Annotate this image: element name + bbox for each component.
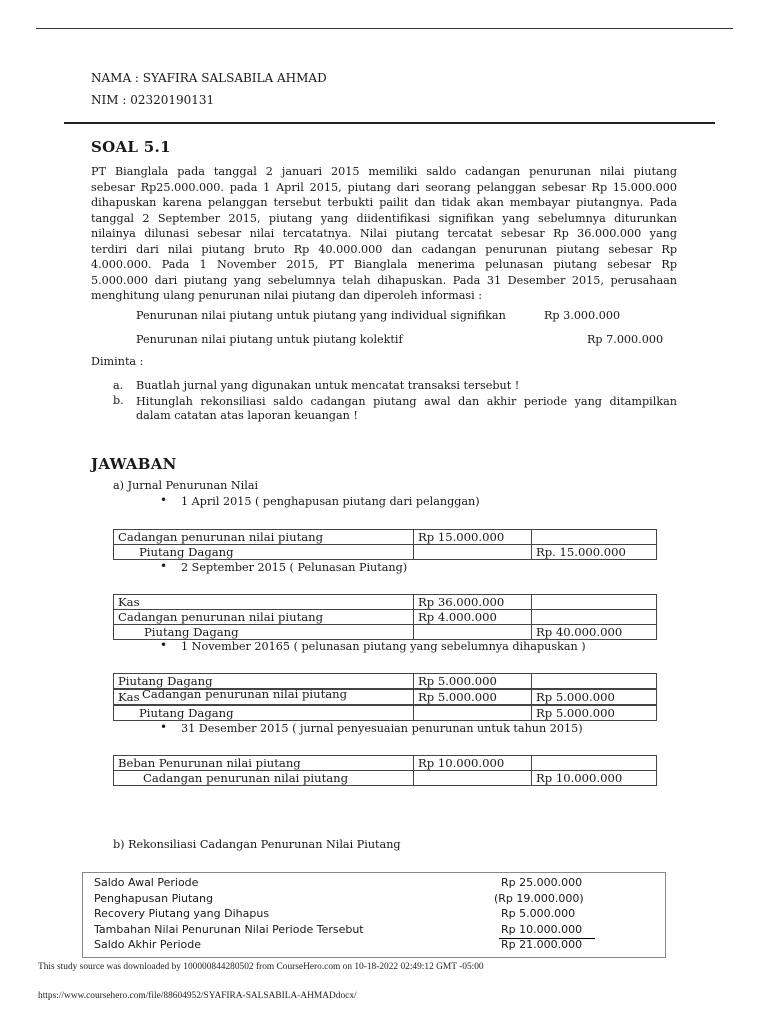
student-name: NAMA : SYAFIRA SALSABILA AHMAD (91, 71, 327, 85)
debit-cell: Rp 15.000.000 (414, 530, 532, 545)
credit-cell: Rp. 15.000.000 (532, 545, 657, 560)
task-text-cont: dalam catatan atas laporan keuangan ! (136, 409, 358, 422)
account-cell: Piutang Dagang (114, 625, 414, 640)
soal-title: SOAL 5.1 (91, 138, 171, 156)
recon-value: (Rp 19.000.000) (494, 891, 584, 905)
account-cell: Cadangan penurunan nilai piutang (114, 530, 414, 545)
bullet-icon: • (160, 559, 168, 573)
recon-label: Tambahan Nilai Penurunan Nilai Periode Tersebut (94, 922, 364, 936)
table-row (114, 625, 657, 640)
task-marker: b. (113, 394, 124, 407)
table-row (114, 610, 657, 625)
account-cell: Cadangan penurunan nilai piutang (114, 610, 414, 625)
paragraph-line: terdiri dari nilai piutang bruto Rp 40.000.000 dan cadangan penurunan piutang sebesar Rp (91, 242, 677, 256)
credit-cell (532, 674, 657, 690)
task-text: Buatlah jurnal yang digunakan untuk mencatat transaksi tersebut ! (136, 379, 520, 392)
info-label: Penurunan nilai piutang untuk piutang kolektif (136, 333, 403, 346)
entry-heading: 1 November 20165 ( pelunasan piutang yang sebelumnya dihapuskan ) (181, 640, 586, 653)
top-divider (36, 28, 733, 29)
paragraph-line: sebesar Rp25.000.000. pada 1 April 2015, piutang dari seorang pelanggan sebesar Rp 15.000.000 (91, 180, 677, 194)
soal-paragraph (91, 164, 677, 304)
account-cell: Piutang Dagang (114, 545, 414, 560)
credit-cell (532, 756, 657, 771)
table-row (114, 545, 657, 560)
entry-heading: 2 September 2015 ( Pelunasan Piutang) (181, 561, 408, 574)
credit-cell: Rp 10.000.000 (532, 771, 657, 786)
paragraph-line: 5.000.000 dari piutang yang sebelumnya telah dihapuskan. Pada 31 Desember 2015, perusahaan (91, 273, 677, 287)
journal-table (113, 755, 657, 786)
download-notice: This study source was downloaded by 100000844280502 from CourseHero.com on 10-18-2022 02:49:12 GMT -05:00 (38, 962, 484, 972)
overlap-text-kas: Kas (118, 690, 140, 704)
credit-cell (532, 610, 657, 625)
diminta-label: Diminta : (91, 355, 144, 368)
table-row (114, 756, 657, 771)
journal-table (113, 594, 657, 640)
table-row (114, 705, 657, 721)
paragraph-line: nilainya dilunasi sebesar nilai tercatatnya. Nilai piutang tercatat sebesar Rp 36.000.000 yang (91, 227, 677, 240)
info-value: Rp 3.000.000 (544, 309, 621, 322)
recon-value: Rp 5.000.000 (501, 907, 576, 920)
paragraph-line: dihapuskan karena pelanggan tersebut terbukti pailit dan tidak akan membayar piutangnya. Pada (91, 196, 677, 209)
account-cell: Beban Penurunan nilai piutang (114, 756, 414, 771)
debit-cell (414, 625, 532, 640)
credit-cell (532, 530, 657, 545)
bullet-icon: • (160, 493, 168, 507)
account-cell: Cadangan penurunan nilai piutang (114, 771, 414, 786)
debit-cell: Rp 10.000.000 (414, 756, 532, 771)
paragraph-line: menghitung ulang penurunan nilai piutang dan diperoleh informasi : (91, 289, 483, 302)
reconciliation-values (494, 875, 584, 953)
table-row (114, 530, 657, 545)
journal-table (113, 673, 657, 721)
recon-value: Rp 10.000.000 (501, 922, 583, 936)
debit-cell (414, 771, 532, 786)
recon-value: Rp 21.000.000 (501, 938, 583, 951)
credit-cell: Rp 5.000.000 (532, 689, 657, 705)
paragraph-line: tanggal 2 September 2015, piutang yang diidentifikasi signifikan yang sebelumnya diturunkan (91, 211, 677, 225)
credit-cell (532, 595, 657, 610)
source-url[interactable]: https://www.coursehero.com/file/88604952/SYAFIRA-SALSABILA-AHMADdocx/ (38, 991, 357, 1001)
paragraph-line: PT Bianglala pada tanggal 2 januari 2015 memiliki saldo cadangan penurunan nilai piutang (91, 165, 677, 178)
account-cell: Kas (114, 595, 414, 610)
credit-cell: Rp 5.000.000 (532, 705, 657, 721)
credit-cell: Rp 40.000.000 (532, 625, 657, 640)
recon-label: Penghapusan Piutang (94, 891, 213, 905)
journal-table (113, 529, 657, 560)
debit-cell (414, 705, 532, 721)
recon-label: Saldo Awal Periode (94, 876, 199, 889)
info-label: Penurunan nilai piutang untuk piutang yang individual signifikan (136, 309, 506, 322)
account-cell: Piutang Dagang (114, 705, 414, 721)
bullet-icon: • (160, 638, 168, 652)
entry-heading: 31 Desember 2015 ( jurnal penyesuaian penurunan untuk tahun 2015) (181, 722, 583, 735)
section-b-label: b) Rekonsiliasi Cadangan Penurunan Nilai Piutang (113, 838, 401, 851)
paragraph-line: 4.000.000. Pada 1 November 2015, PT Bianglala menerima pelunasan piutang sebesar Rp (91, 258, 677, 271)
info-value: Rp 7.000.000 (587, 333, 664, 346)
recon-label: Recovery Piutang yang Dihapus (94, 907, 270, 920)
student-nim: NIM : 02320190131 (91, 93, 215, 107)
debit-cell: Rp 4.000.000 (414, 610, 532, 625)
debit-cell: Rp 5.000.000 (414, 689, 532, 705)
header-divider (64, 122, 715, 124)
section-a-label: a) Jurnal Penurunan Nilai (113, 479, 259, 492)
reconciliation-list (94, 875, 364, 953)
debit-cell: Rp 36.000.000 (414, 595, 532, 610)
overlap-text-cadangan: Cadangan penurunan nilai piutang (142, 687, 348, 701)
debit-cell: Rp 5.000.000 (414, 674, 532, 690)
table-row (114, 689, 657, 705)
task-text: Hitunglah rekonsiliasi saldo cadangan piutang awal dan akhir periode yang ditampilkan (136, 395, 677, 408)
table-row (114, 771, 657, 786)
entry-heading: 1 April 2015 ( penghapusan piutang dari pelanggan) (181, 495, 480, 508)
task-marker: a. (113, 379, 124, 392)
total-underline (499, 938, 595, 939)
debit-cell (414, 545, 532, 560)
recon-label: Saldo Akhir Periode (94, 938, 201, 951)
table-row (114, 595, 657, 610)
account-cell-overlap (114, 689, 414, 705)
recon-value: Rp 25.000.000 (501, 876, 583, 889)
jawaban-title: JAWABAN (91, 455, 177, 473)
account-cell: Piutang Dagang (114, 674, 414, 690)
bullet-icon: • (160, 720, 168, 734)
